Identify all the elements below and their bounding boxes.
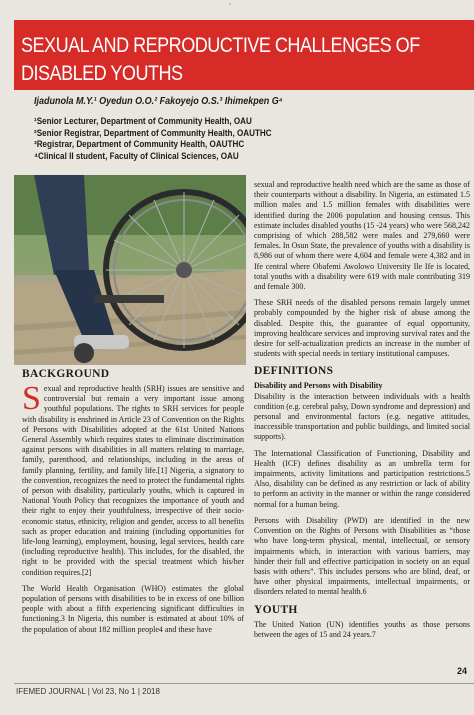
background-paragraph-1-text: exual and reproductive health (SRH) issues are sensitive and controversial but remain a very important issue among youthful populations. The rights to SRH services for people with disability is enshrined in Article 23 of Convention on the Rights of Persons with Disabilities adopted at the 61st United Nations General Assembly which requires states to eliminate discrimination against persons with disabilities in all matters relating to marriage, family, parenthood, and relationships, including in the areas of family planning, fertility, and family life.[1] Nigeria, a signatory to the convention, recognizes the need to protect the fundamental rights of person with disability, particularly youths, which is captured in National Youth Policy that recognizes the importance of youth and their right to enjoy their youthfulness, irrespective of their socio-economic status, ethnicity, religion and gender, access to all benefits such as proper education and training (including opportunities for life-long learning), employment, housing, legal services, health care (including reproductive health). This includes, for the disabled, the right to be provided with the special treatment which his/her condition requires.[2]: [22, 384, 244, 577]
wheelchair-illustration: [14, 175, 246, 365]
authors: Ijadunola M.Y.¹ Oyedun O.O.² Fakoyejo O.S.³ Ihimekpen G⁴: [34, 96, 283, 107]
right-column: [254, 180, 470, 646]
intro-paragraph-2: These SRH needs of the disabled persons remain largely unmet probably compounded by the higher risk of abuse among the disabled. Despite this, the guarantee of equal opportunity, improving healthcare services and improving survival rates and the desire for self-actualization predicts an increase in the number of students with special needs in tertiary institutional campuses.: [254, 298, 470, 359]
wheelchair-photo: [14, 175, 246, 365]
definitions-subheading: Disability and Persons with Disability: [254, 381, 383, 391]
left-column: [22, 368, 244, 641]
footer-rule: [14, 683, 474, 684]
article-title-line-1: SEXUAL AND REPRODUCTIVE CHALLENGES OF: [21, 34, 420, 57]
affiliations: [34, 116, 272, 162]
background-paragraph-2: The World Health Organisation (WHO) estimates the global population of persons with disabilities to be in excess of one billion people with about a fifth experiencing significant difficulties in functioning.3 In Nigeria, this number is estimated at about 10% of the population of about 182 million people4 and these have: [22, 583, 244, 634]
youth-heading: YOUTH: [254, 603, 298, 616]
affiliation-2: ²Senior Registrar, Department of Community Health, OAUTHC: [34, 127, 272, 138]
affiliation-4: ⁴Clinical II student, Faculty of Clinical Sciences, OAU: [34, 150, 239, 161]
definitions-paragraph-2: The International Classification of Functioning, Disability and Health (ICF) defines disability as an umbrella term for impairments, activity limitations and participation restrictions.5 Also, disability can be defined as any restriction or lack of ability to perform an activity in the manner or within the range considered normal for a human being.: [254, 448, 470, 509]
definitions-heading: DEFINITIONS: [254, 365, 334, 378]
background-heading: BACKGROUND: [22, 368, 110, 380]
affiliation-1: ¹Senior Lecturer, Department of Community Health, OAU: [34, 116, 252, 126]
affiliation-3: ³Registrar, Department of Community Health, OAUTHC: [34, 139, 245, 149]
top-page-mark: •: [229, 3, 231, 8]
journal-footer: IFEMED JOURNAL | Vol 23, No 1 | 2018: [16, 687, 160, 696]
background-paragraph-1: [22, 380, 244, 578]
drop-cap: S: [22, 380, 41, 417]
intro-paragraph-1: sexual and reproductive health need which are the same as those of their counterparts without a disability. In Nigeria, an estimated 1.5 million males and 1.5 million females with disabilities were identified during the 2006 population and housing census. This estimate includes disabled youths (15 -24 years) who were 568,242 comprising of which 288,582 were males and 279,660 were females. In Osun State, the prevalence of youths with a disability is 8,986 out of whom there were 4,604 and female were 4,382 and in Ife central where Obafemi Awolowo University Ile Ife is located, total youths with a disability were 619 with male contributing 319 and female 300.: [254, 180, 470, 292]
article-title-line-2: DISABLED YOUTHS: [21, 62, 183, 85]
definitions-paragraph-3: Persons with Disability (PWD) are identified in the new Convention on the Rights of Persons with Disabilities as “those who have long-term physical, mental, intellectual, or sensory impairments which, in interaction with various barriers, may hinder their full and effective participation in society on an equal basis with others”. This includes persons who are blind, deaf, or have other physical impairments, intellectual impairments, or disorders related to mental health.6: [254, 515, 470, 597]
page-number: 24: [457, 666, 468, 676]
definitions-paragraph-1: Disability is the interaction between individuals with a health condition (e.g. cerebral palsy, Down syndrome and depression) and personal and environmental factors (e.g. negative attitudes, inaccessible transportation and public buildings, and limited social supports).: [254, 391, 470, 442]
youth-paragraph-1: The United Nation (UN) identifies youths as those persons between the ages of 15 and 24 years.7: [254, 619, 470, 639]
